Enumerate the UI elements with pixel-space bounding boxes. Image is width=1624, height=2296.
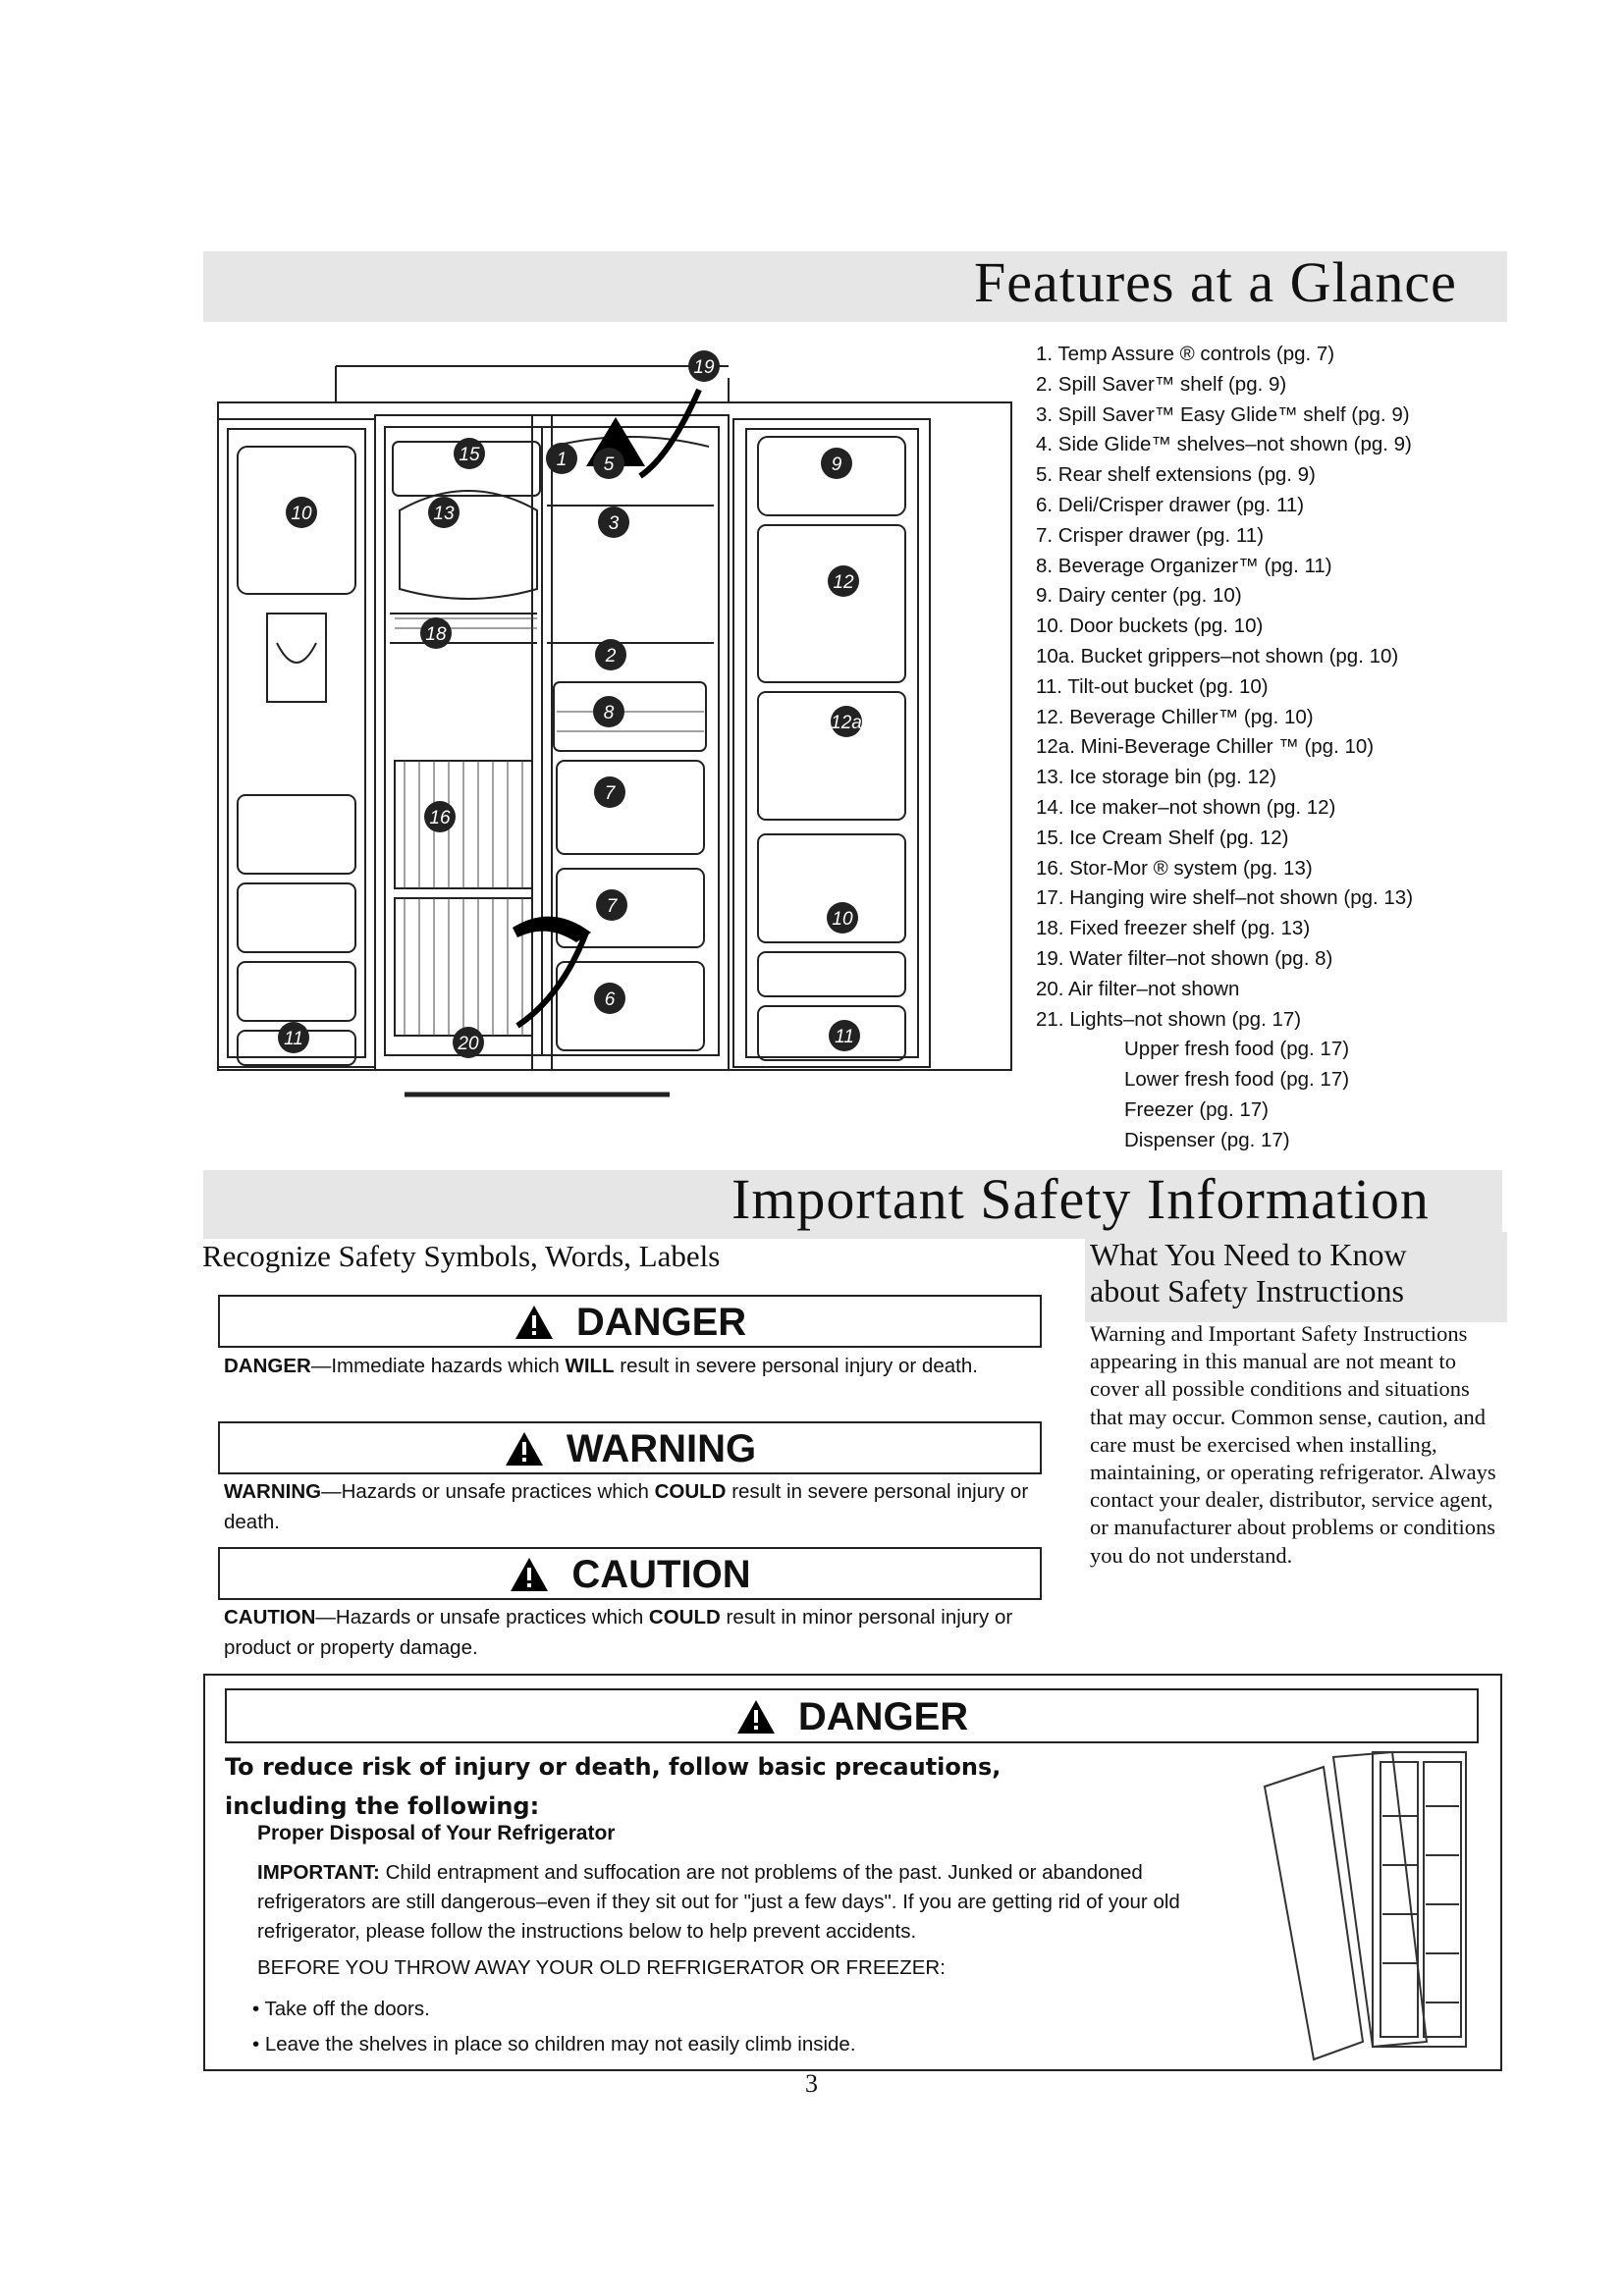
caution-desc-part: result in minor personal injury or product or property damage. bbox=[224, 1606, 1013, 1659]
warning-lead: WARNING bbox=[224, 1480, 322, 1503]
svg-text:15: 15 bbox=[459, 445, 480, 465]
callout-12 bbox=[828, 565, 859, 597]
callout-11-right bbox=[829, 1020, 860, 1051]
list-item: 6. Deli/Crisper drawer (pg. 11) bbox=[1036, 493, 1305, 516]
svg-text:10: 10 bbox=[832, 909, 853, 930]
warning-word: WARNING bbox=[566, 1427, 757, 1470]
list-item: 14. Ice maker–not shown (pg. 12) bbox=[1036, 795, 1336, 819]
svg-text:12: 12 bbox=[833, 572, 854, 593]
list-item: 21. Lights–not shown (pg. 17) bbox=[1036, 1007, 1302, 1031]
callout-13 bbox=[428, 497, 460, 528]
need-heading-line: about Safety Instructions bbox=[1090, 1273, 1404, 1308]
warning-triangle-icon bbox=[735, 1698, 777, 1735]
danger-description bbox=[224, 1351, 1058, 1381]
list-item: 8. Beverage Organizer™ (pg. 11) bbox=[1036, 554, 1332, 577]
danger-box-important bbox=[257, 1858, 1239, 1947]
list-item: 3. Spill Saver™ Easy Glide™ shelf (pg. 9) bbox=[1036, 402, 1410, 426]
svg-text:3: 3 bbox=[608, 513, 620, 534]
svg-text:10: 10 bbox=[291, 504, 312, 524]
svg-text:8: 8 bbox=[603, 703, 615, 723]
list-item: 18. Fixed freezer shelf (pg. 13) bbox=[1036, 917, 1311, 940]
callout-11 bbox=[278, 1022, 309, 1053]
list-item: 11. Tilt-out bucket (pg. 10) bbox=[1036, 674, 1269, 698]
callout-1 bbox=[546, 443, 577, 474]
warning-triangle-icon bbox=[504, 1430, 545, 1468]
warning-desc-part: —Hazards or unsafe practices which bbox=[321, 1480, 655, 1503]
caution-label-box bbox=[218, 1547, 1042, 1600]
danger-label-box bbox=[218, 1295, 1042, 1348]
page-number: 3 bbox=[805, 2069, 818, 2098]
svg-text:12a: 12a bbox=[831, 713, 862, 733]
list-item: 12. Beverage Chiller™ (pg. 10) bbox=[1036, 705, 1314, 728]
list-item: 4. Side Glide™ shelves–not shown (pg. 9) bbox=[1036, 433, 1412, 456]
list-item: 20. Air filter–not shown bbox=[1036, 977, 1240, 1000]
callout-20 bbox=[453, 1027, 484, 1058]
list-subitem: Dispenser (pg. 17) bbox=[1124, 1128, 1290, 1151]
callout-3 bbox=[598, 507, 629, 538]
list-item: 12a. Mini-Beverage Chiller ™ (pg. 10) bbox=[1036, 735, 1375, 759]
svg-text:7: 7 bbox=[604, 783, 616, 804]
list-item: 2. Spill Saver™ shelf (pg. 9) bbox=[1036, 372, 1287, 396]
warning-triangle-icon bbox=[509, 1556, 550, 1593]
list-item: 1. Temp Assure ® controls (pg. 7) bbox=[1036, 343, 1335, 365]
list-item: 7. Crisper drawer (pg. 11) bbox=[1036, 523, 1265, 547]
warning-description bbox=[224, 1476, 1058, 1537]
list-subitem: Lower fresh food (pg. 17) bbox=[1124, 1068, 1350, 1092]
callout-10-right bbox=[827, 902, 858, 934]
callout-10 bbox=[286, 497, 317, 528]
danger-desc-part: —Immediate hazards which bbox=[310, 1355, 566, 1377]
danger-strong: WILL bbox=[565, 1355, 615, 1377]
list-item: 10. Door buckets (pg. 10) bbox=[1036, 614, 1264, 638]
list-item: 17. Hanging wire shelf–not shown (pg. 13) bbox=[1036, 886, 1414, 910]
caution-description bbox=[224, 1602, 1058, 1663]
danger-word: DANGER bbox=[575, 1301, 747, 1344]
svg-text:18: 18 bbox=[425, 624, 447, 645]
important-label: IMPORTANT: bbox=[257, 1861, 380, 1884]
callout-5 bbox=[593, 448, 624, 479]
list-subitem: Freezer (pg. 17) bbox=[1124, 1097, 1269, 1121]
list-item: 10a. Bucket grippers–not shown (pg. 10) bbox=[1036, 644, 1399, 667]
callout-7-lower bbox=[596, 889, 627, 921]
recognize-heading: Recognize Safety Symbols, Words, Labels bbox=[202, 1239, 721, 1273]
svg-text:6: 6 bbox=[604, 989, 616, 1010]
svg-text:11: 11 bbox=[835, 1027, 854, 1047]
list-item: 15. Ice Cream Shelf (pg. 12) bbox=[1036, 826, 1289, 849]
caution-desc-part: —Hazards or unsafe practices which bbox=[315, 1606, 649, 1629]
svg-text:20: 20 bbox=[458, 1034, 479, 1054]
callout-8 bbox=[593, 696, 624, 727]
list-item: 16. Stor-Mor ® system (pg. 13) bbox=[1036, 856, 1313, 880]
feature-list bbox=[1036, 340, 1586, 1156]
danger-box-bullet: • Leave the shelves in place so children may not easily climb inside. bbox=[252, 2033, 856, 2056]
danger-box-lead: To reduce risk of injury or death, follow basic precautions, including the following: bbox=[225, 1753, 1001, 1820]
svg-text:16: 16 bbox=[429, 808, 451, 828]
caution-word: CAUTION bbox=[571, 1553, 751, 1596]
list-item: 19. Water filter–not shown (pg. 8) bbox=[1036, 946, 1333, 970]
callout-7 bbox=[594, 776, 625, 808]
list-item: 13. Ice storage bin (pg. 12) bbox=[1036, 766, 1277, 789]
safety-title: Important Safety Information bbox=[731, 1167, 1430, 1231]
need-heading-line: What You Need to Know bbox=[1090, 1237, 1407, 1272]
svg-text:11: 11 bbox=[284, 1029, 303, 1049]
svg-text:7: 7 bbox=[606, 896, 618, 917]
warning-strong: COULD bbox=[654, 1480, 727, 1503]
refrigerator-diagram bbox=[208, 348, 1021, 1121]
svg-text:9: 9 bbox=[831, 454, 842, 475]
callout-12a bbox=[831, 706, 862, 737]
callout-2 bbox=[595, 639, 626, 670]
caution-strong: COULD bbox=[648, 1606, 721, 1629]
features-title: Features at a Glance bbox=[974, 250, 1457, 314]
svg-text:1: 1 bbox=[556, 450, 568, 470]
callout-19 bbox=[688, 350, 720, 382]
need-heading bbox=[1090, 1237, 1407, 1309]
danger-box-before: BEFORE YOU THROW AWAY YOUR OLD REFRIGERATOR OR FREEZER: bbox=[257, 1956, 946, 1979]
danger-lead: DANGER bbox=[224, 1355, 311, 1377]
svg-text:5: 5 bbox=[603, 454, 615, 475]
svg-text:13: 13 bbox=[433, 504, 455, 524]
danger-desc-part: result in severe personal injury or death. bbox=[614, 1355, 978, 1377]
callout-18 bbox=[420, 617, 452, 649]
warning-triangle-icon bbox=[514, 1304, 555, 1341]
callout-15 bbox=[454, 438, 485, 469]
warning-label-box bbox=[218, 1421, 1042, 1474]
callout-16 bbox=[424, 801, 456, 832]
caution-lead: CAUTION bbox=[224, 1606, 316, 1629]
list-subitem: Upper fresh food (pg. 17) bbox=[1124, 1038, 1350, 1061]
important-text: Child entrapment and suffocation are not problems of the past. Junked or abandoned refrigerators are still dangerous–even if they sit out for "just a few days". If you are getting rid of your old refrigerator, please follow the instructions below to help prevent accidents. bbox=[257, 1861, 1180, 1943]
callout-9 bbox=[821, 448, 852, 479]
svg-text:2: 2 bbox=[605, 646, 617, 667]
danger-box-word: DANGER bbox=[797, 1695, 969, 1738]
danger-box-bullet: • Take off the doors. bbox=[252, 1998, 430, 2020]
svg-text:19: 19 bbox=[693, 357, 715, 378]
danger-box-header bbox=[225, 1688, 1479, 1743]
danger-box-subheading: Proper Disposal of Your Refrigerator bbox=[257, 1822, 616, 1844]
callout-6 bbox=[594, 983, 625, 1014]
list-item: 9. Dairy center (pg. 10) bbox=[1036, 584, 1242, 608]
list-item: 5. Rear shelf extensions (pg. 9) bbox=[1036, 463, 1316, 487]
need-paragraph: Warning and Important Safety Instructions appearing in this manual are not meant to cover all possible conditions and situations that may occur. Common sense, caution, and care must be exercised when installing, maintaining, or operating refrigerator. Always contact your dealer, distributor, service agent, or manufacturer about problems or conditions you do not understand. bbox=[1090, 1321, 1496, 1568]
fridge-doors-removed-illustration bbox=[1255, 1747, 1473, 2061]
warning-desc-part: result in severe personal injury or death. bbox=[224, 1480, 1029, 1533]
